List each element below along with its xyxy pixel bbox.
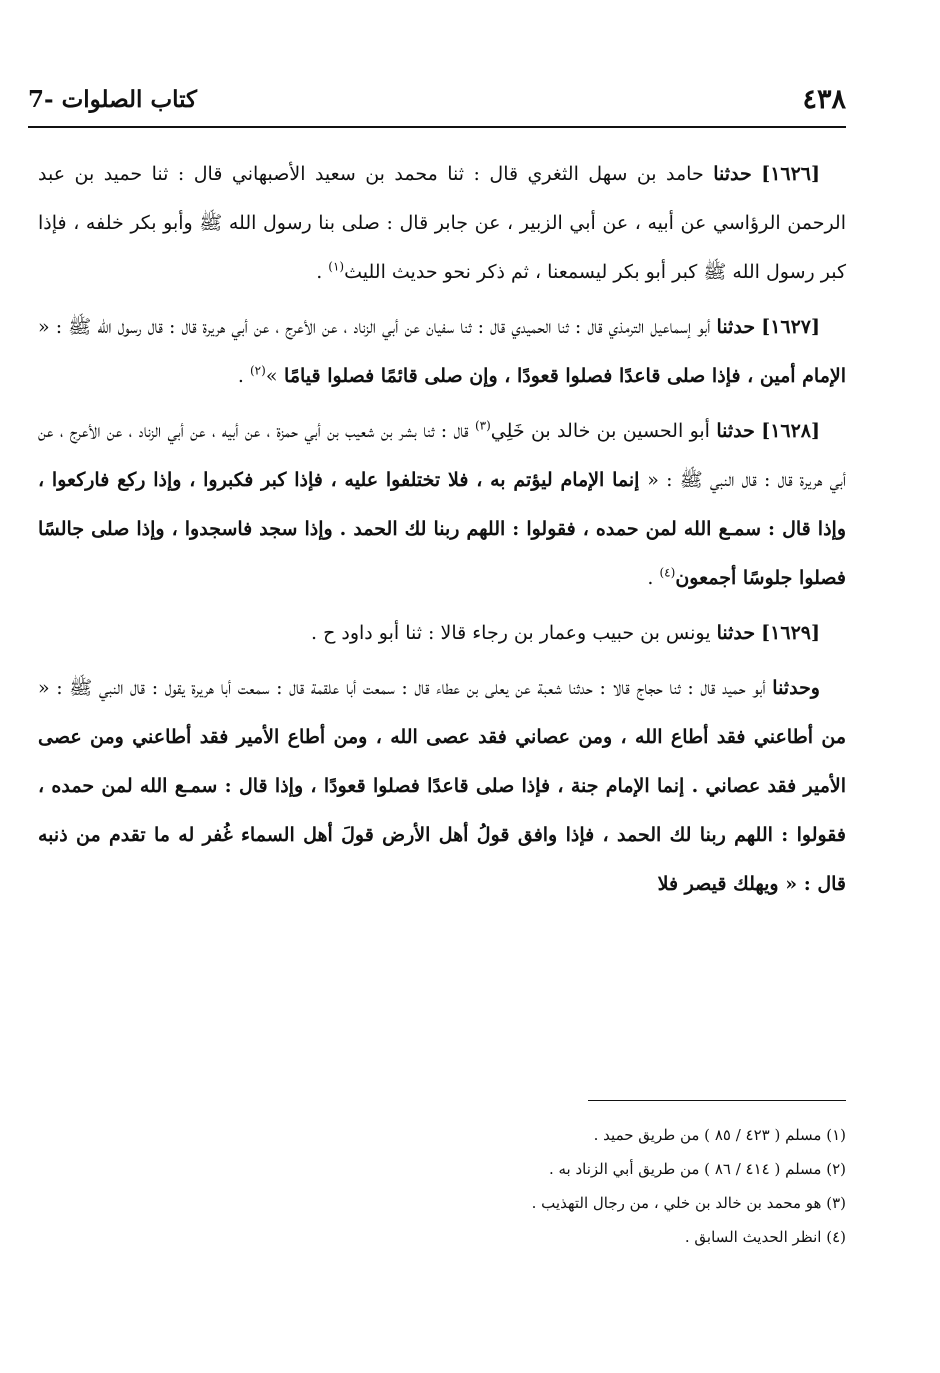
hadith-text: أبو حميد قال : ثنا حجاج قالا : حدثنا شعبة عن يعلى بن عطاء قال : سمعت أبا علقمة قال : سمعت أبا هريرة يقول : قال النبي ﷺ : « [38,677,773,699]
chapter-title: 7- كتاب الصلوات [28,86,198,113]
hadith-lead: حدثنا [713,163,752,185]
footnote-1: (١) مسلم ( ٤٢٣ / ٨٥ ) من طريق حميد . [593,1126,846,1144]
hadith-quote: من أطاعني فقد أطاع الله ، ومن عصاني فقد عصى الله ، ومن أطاع الأمير فقد أطاعني ومن عصى الأمير فقد عصاني . إنما الإمام جنة ، فإذا صلى قاعدًا فصلوا قعودًا ، وإذا قال : سمـع الله لمن حمده ، فقولوا : اللهم ربنا لك الحمد ، فإذا وافق قولُ أهل الأرض قولَ أهل السماء غُفر له ما تقدم من ذنبه قال : « ويهلك قيصر فلا [38,726,846,895]
hadith-text: حامد بن سهل الثغري قال : ثنا محمد بن سعيد الأصبهاني قال : ثنا حميد بن عبد الرحمن الرؤاسي عن أبيه ، عن أبي الزبير ، عن جابر قال : صلى بنا رسول الله ﷺ وأبو بكر خلفه ، فإذا كبر رسول الله ﷺ كبر أبو بكر ليسمعنا ، ثم ذكر نحو حديث الليث [38,163,846,283]
quote-close: » [265,365,278,387]
hadith-number: [١٦٢٧] [761,316,821,338]
hadith-text: يونس بن حبيب وعمار بن رجاء قالا : ثنا أبو داود ح . [310,622,711,644]
hadith-end: . [316,261,329,283]
hadith-number: [١٦٢٩] [761,622,820,644]
hadith-lead: حدثنا [716,316,756,338]
page-header [28,80,846,128]
footnote-4: (٤) انظر الحديث السابق . [684,1228,846,1246]
hadith-narrator: أبو الحسين بن خالد بن خَلِي [490,420,710,442]
hadith-text: قال : ثنا بشر بن شعيب بن أبي حمزة ، عن أبيه ، عن أبي الزناد ، عن الأعرج ، عن أبي هريرة قال : قال النبي ﷺ : « [38,420,846,491]
hadith-lead: وحدثنا [772,677,820,699]
hadith-quote: الإمام أمين ، فإذا صلى قاعدًا فصلوا قعودًا ، وإن صلى قائمًا فصلوا قيامًا [277,365,846,387]
footnote-divider [588,1100,846,1101]
hadith-number: [١٦٢٦] [761,163,821,185]
hadith-number: [١٦٢٨] [761,420,821,442]
footnote-ref: (٣) [474,418,491,433]
footnote-ref: (٢) [249,363,266,378]
footnote-ref: (٤) [659,565,676,580]
hadith-1626 [38,150,846,297]
main-text [38,150,846,915]
hadith-end: . [647,567,660,589]
hadith-lead: حدثنا [716,420,755,442]
footnote-ref: (١) [328,259,345,274]
hadith-1628 [38,407,846,603]
hadith-1627 [38,303,846,401]
hadith-quote: إنما الإمام ليؤتم به ، فلا تختلفوا عليه ، فإذا كبر فكبروا ، وإذا ركع فاركعوا ، وإذا قال : سمـع الله لمن حمده ، فقولوا : اللهم ربنا لك الحمد . وإذا سجد فاسجدوا ، وإذا صلى جالسًا فصلوا جلوسًا أجمعون [38,469,846,589]
hadith-end: . [237,365,250,387]
hadith-lead: حدثنا [716,622,756,644]
footnote-2: (٢) مسلم ( ٤١٤ / ٨٦ ) من طريق أبي الزناد به . [548,1160,846,1178]
hadith-1629 [38,609,846,658]
footnotes [38,1118,846,1254]
hadith-continuation [38,664,846,909]
page-number: ٤٣٨ [802,84,846,115]
footnote-3: (٣) هو محمد بن خالد بن خلي ، من رجال التهذيب . [531,1194,846,1212]
hadith-text: أبو إسماعيل الترمذي قال : ثنا الحميدي قال : ثنا سفيان عن أبي الزناد ، عن الأعرج ، عن أبي هريرة قال : قال رسول الله ﷺ : « [38,316,711,338]
